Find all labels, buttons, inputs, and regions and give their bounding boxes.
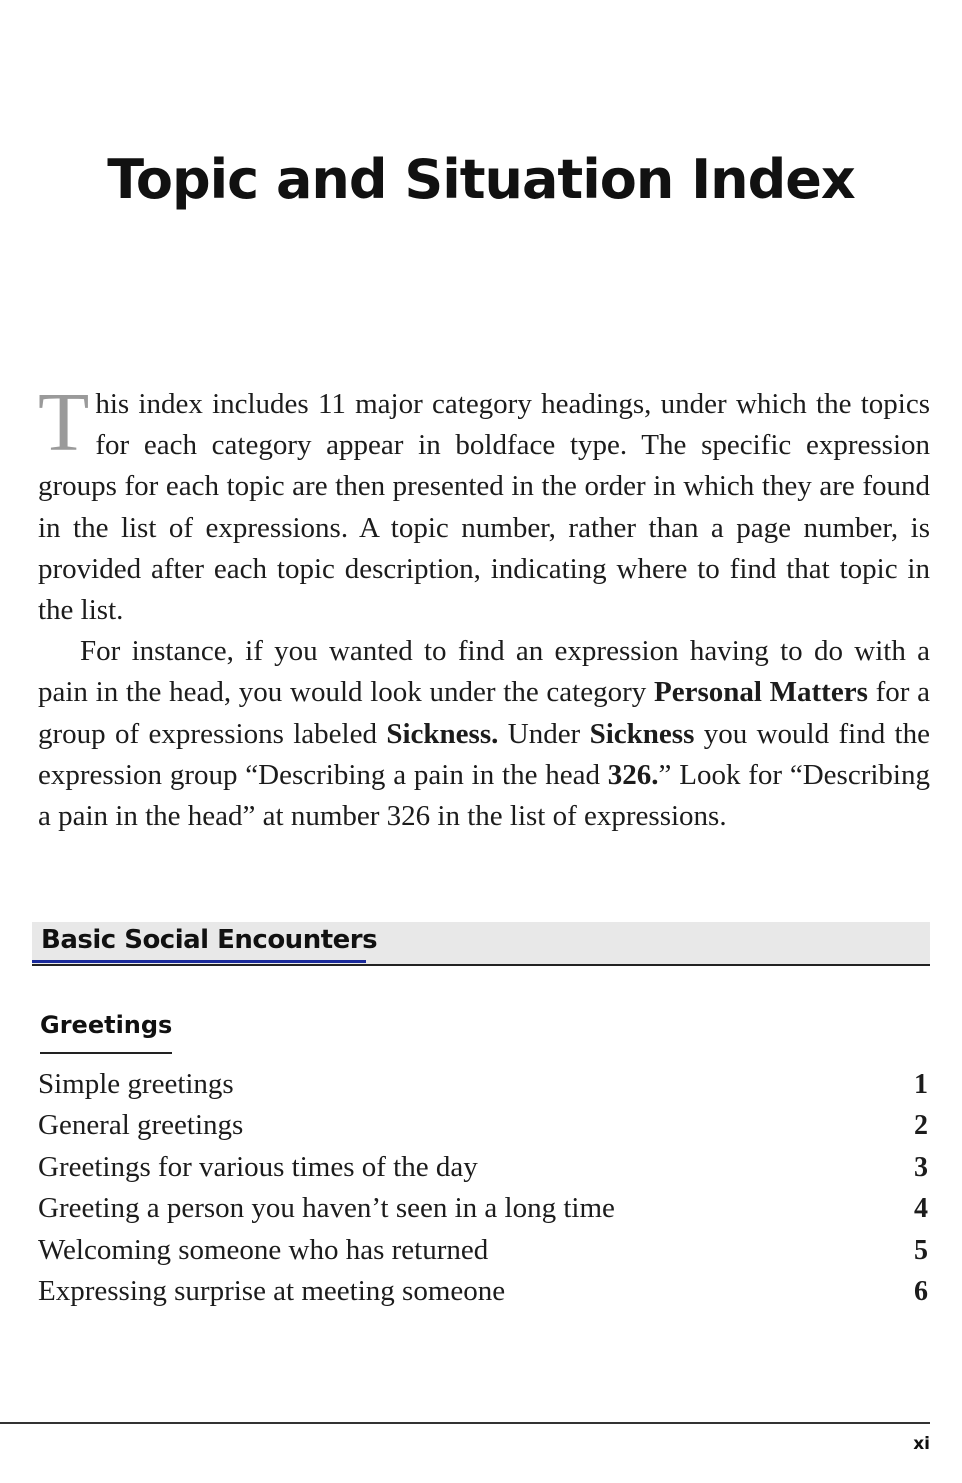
intro-paragraph-2 [38, 631, 930, 837]
bold-term: Sickness. [386, 717, 499, 750]
entry-label: Greetings for various times of the day [38, 1150, 478, 1183]
intro-text-run: for a group of expressions labeled [38, 676, 930, 750]
entry-number: 4 [914, 1193, 928, 1225]
topic-entry[interactable] [38, 1147, 930, 1188]
entry-label: Simple greetings [38, 1068, 234, 1100]
topic-entry[interactable] [38, 1188, 930, 1229]
bold-term: 326. [607, 758, 659, 791]
category-heading: Basic Social Encounters [41, 925, 378, 955]
category-bar [32, 922, 930, 966]
intro-text-run: For instance, if you wanted to find an expression having to do with a pain in the head, you would look under the category [38, 635, 930, 709]
topic-entry-list [38, 1064, 930, 1312]
topic-entry[interactable] [38, 1105, 930, 1146]
page-number: xi [913, 1434, 930, 1454]
intro-text-run: you would find the expression group “Describing a pain in the head [38, 717, 930, 791]
topic-entry[interactable] [38, 1230, 930, 1271]
topic-entry[interactable] [38, 1271, 930, 1312]
topic-entry[interactable] [38, 1064, 930, 1105]
bold-term: Sickness [589, 717, 695, 750]
entry-label: Greeting a person you haven’t seen in a long time [38, 1192, 615, 1225]
category-underline [32, 960, 366, 963]
bold-term: Personal Matters [653, 676, 868, 709]
entry-number: 3 [914, 1151, 928, 1183]
intro-text-run: ” Look for “Describing a pain in the head” at number 326 in the list of expressions. [38, 758, 930, 833]
intro-text-run: Under [498, 717, 590, 750]
entry-label: Welcoming someone who has returned [38, 1233, 489, 1266]
entry-label: General greetings [38, 1109, 244, 1142]
entry-number: 2 [914, 1110, 928, 1142]
entry-number: 5 [914, 1234, 928, 1266]
entry-label: Expressing surprise at meeting someone [38, 1274, 506, 1307]
entry-number: 1 [914, 1069, 928, 1100]
drop-cap: T [38, 376, 90, 469]
footer-rule [0, 1422, 930, 1424]
intro-paragraph-1 [38, 376, 930, 631]
entry-number: 6 [914, 1275, 928, 1307]
intro-paragraph-1-text: his index includes 11 major category headings, under which the topics for each category appear in boldface type. The specific expression groups for each topic are then presented in the order in which they are found in the list of expressions. A topic number, rather than a page number, is provided after each topic description, indicating where to find that topic in the list. [38, 388, 930, 627]
intro-text [38, 376, 930, 837]
page-title: Topic and Situation Index [107, 148, 855, 211]
topic-heading: Greetings [40, 1008, 172, 1054]
